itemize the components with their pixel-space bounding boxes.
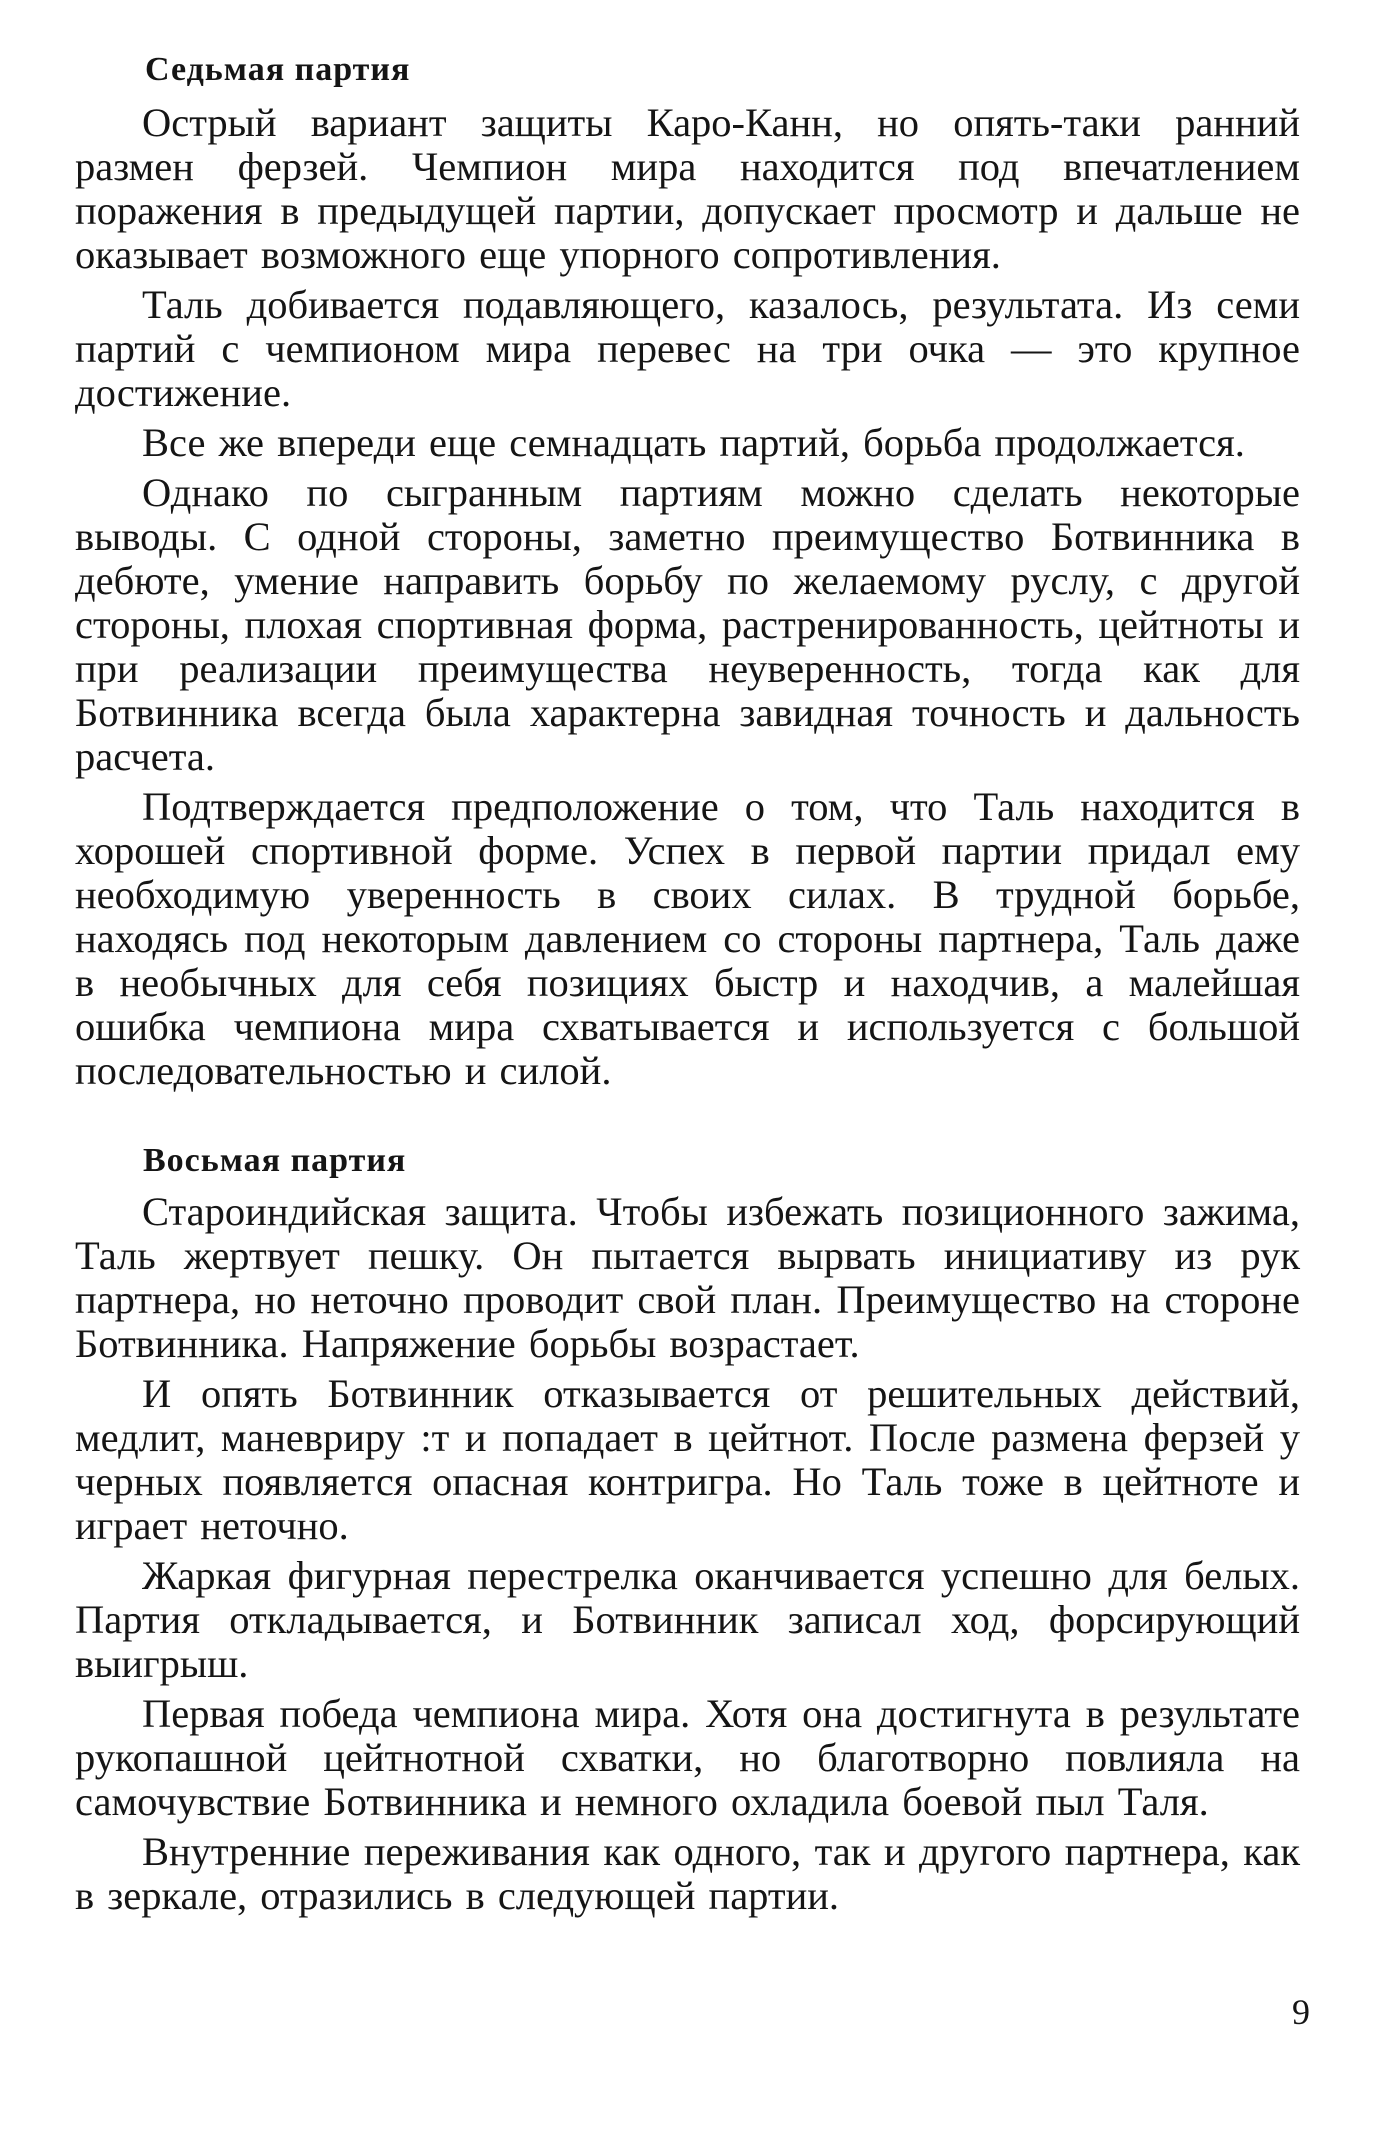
paragraph: Жаркая фигурная перестрелка оканчивается успешно для белых. Партия откладывается, и Ботвинник записал ход, форсирующий выигрыш.	[75, 1553, 1300, 1686]
paragraph: И опять Ботвинник отказывается от решительных действий, медлит, маневриру :т и попадает в цейтнот. После размена ферзей у черных появляется опасная контригра. Но Таль тоже в цейтноте и играет неточно.	[75, 1371, 1300, 1548]
paragraph: Первая победа чемпиона мира. Хотя она достигнута в результате рукопашной цейтнотной схватки, но благотворно повлияла на самочувствие Ботвинника и немного охладила боевой пыл Таля.	[75, 1691, 1300, 1824]
book-page	[75, 48, 1300, 1924]
paragraph: Все же впереди еще семнадцать партий, борьба продолжается.	[142, 420, 1245, 465]
page-number: 9	[1292, 1992, 1310, 2032]
section-heading: Восьмая партия	[143, 1142, 407, 1179]
section-eighth-game	[75, 1139, 1300, 1918]
paragraph: Острый вариант защиты Каро-Канн, но опять-таки ранний размен ферзей. Чемпион мира находится под впечатлением поражения в предыдущей партии, допускает просмотр и дальше не оказывает возможного еще упорного сопротивления.	[75, 100, 1300, 277]
paragraph: Староиндийская защита. Чтобы избежать позиционного зажима, Таль жертвует пешку. Он пытается вырвать инициативу из рук партнера, но неточно проводит свой план. Преимущество на стороне Ботвинника. Напряжение борьбы возрастает.	[75, 1189, 1300, 1366]
section-heading: Седьмая партия	[145, 51, 411, 88]
section-seventh-game	[75, 48, 1300, 1093]
paragraph: Однако по сыгранным партиям можно сделать некоторые выводы. С одной стороны, заметно преимущество Ботвинника в дебюте, умение направить борьбу по желаемому руслу, с другой стороны, плохая спортивная форма, растренированность, цейтноты и при реализации преимущества неуверенность, тогда как для Ботвинника всегда была характерна завидная точность и дальность расчета.	[75, 470, 1300, 779]
paragraph: Подтверждается предположение о том, что Таль находится в хорошей спортивной форме. Успех в первой партии придал ему необходимую уверенность в своих силах. В трудной борьбе, находясь под некоторым давлением со стороны партнера, Таль даже в необычных для себя позициях быстр и находчив, а малейшая ошибка чемпиона мира схватывается и используется с большой последовательностью и силой.	[75, 784, 1300, 1093]
paragraph: Таль добивается подавляющего, казалось, результата. Из семи партий с чемпионом мира перевес на три очка — это крупное достижение.	[75, 282, 1300, 415]
paragraph: Внутренние переживания как одного, так и другого партнера, как в зеркале, отразились в следующей партии.	[75, 1829, 1300, 1918]
